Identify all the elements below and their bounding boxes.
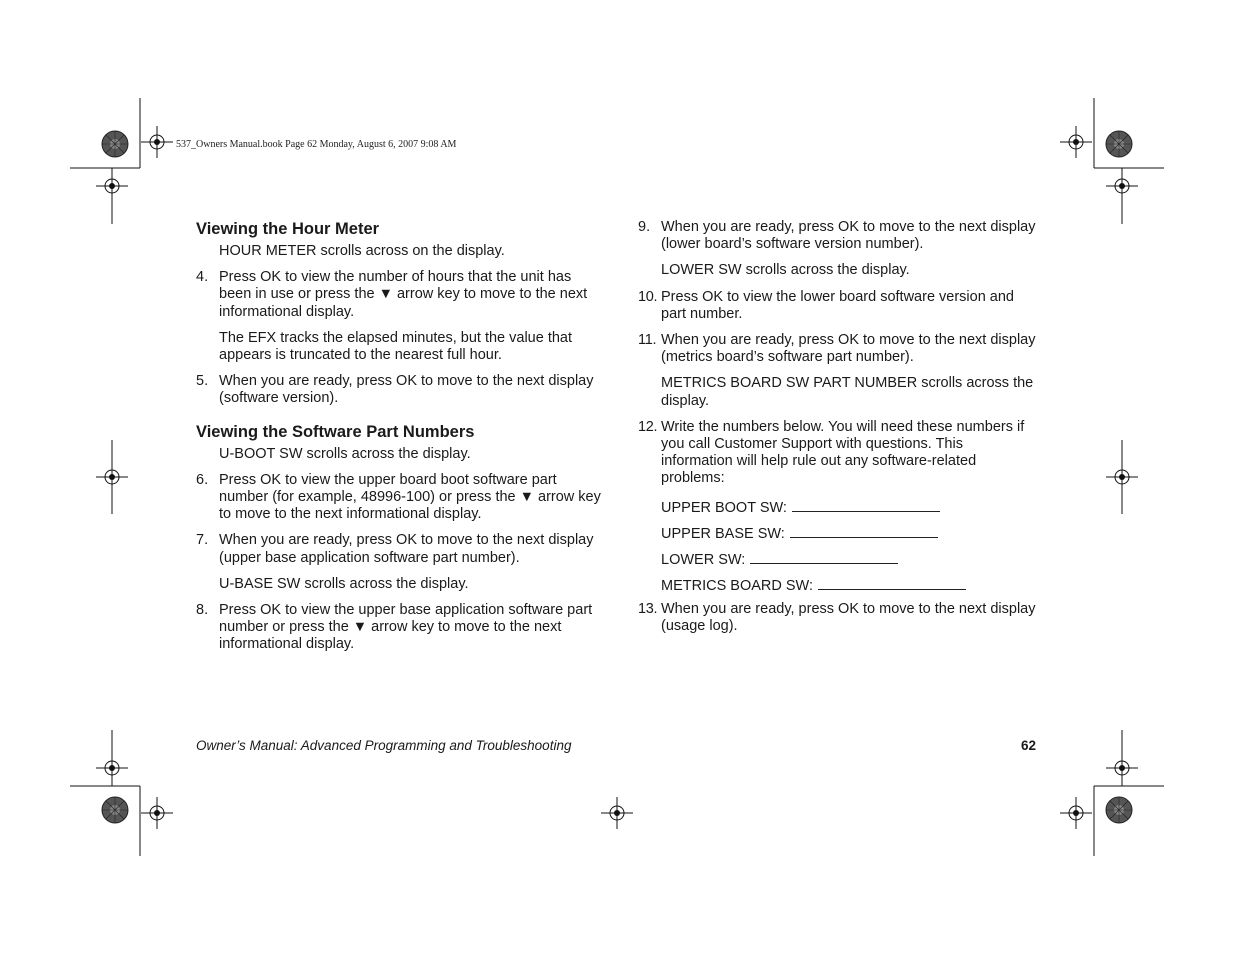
step-text: Press OK to view the upper base application software part number or press the ▼ arrow key to move to the next informational display. (219, 602, 593, 653)
efx-note: The EFX tracks the elapsed minutes, but the value that appears is truncated to the nearest full hour. (219, 329, 573, 364)
step-number: 8. (196, 602, 209, 619)
page-number: 62 (1021, 738, 1037, 753)
metrics-note: METRICS BOARD SW PART NUMBER scrolls across the display. (661, 375, 1034, 409)
step-number: 6. (196, 471, 209, 488)
step-text: Press OK to view the number of hours that the unit has been in use or press the ▼ arrow key to move to the next informational display. (219, 269, 588, 320)
step-text: When you are ready, press OK to move to the next display (software version). (219, 373, 594, 407)
step-number: 12. (638, 418, 658, 435)
field-label: UPPER BASE SW: (661, 525, 785, 542)
footer-title: Owner’s Manual: Advanced Programming and Troubleshooting (196, 738, 572, 753)
step-8 (196, 602, 601, 654)
ubase-note: U-BASE SW scrolls across the display. (219, 575, 469, 592)
field-label: LOWER SW: (661, 551, 746, 568)
step-number: 13. (638, 600, 658, 617)
step-number: 7. (196, 532, 209, 549)
step-number: 10. (638, 288, 658, 305)
print-file-info: 537_Owners Manual.book Page 62 Monday, August 6, 2007 9:08 AM (176, 139, 457, 150)
step-text: Press OK to view the lower board software version and part number. (661, 288, 1014, 322)
step-11 (638, 332, 1038, 366)
write-in-blank (790, 523, 938, 538)
lower-sw-note: LOWER SW scrolls across the display. (661, 262, 910, 279)
step-9 (638, 219, 1038, 253)
field-label: UPPER BOOT SW: (661, 499, 787, 516)
step-text: When you are ready, press OK to move to the next display (upper base application software part number). (219, 532, 594, 566)
step-5 (196, 373, 601, 407)
metrics-board-field (661, 575, 1038, 592)
step-10 (638, 289, 1038, 323)
section-title-hour-meter: Viewing the Hour Meter (196, 220, 380, 238)
step-6 (196, 472, 601, 524)
uboot-note: U-BOOT SW scrolls across the display. (219, 445, 471, 462)
section-title-software-part-numbers: Viewing the Software Part Numbers (196, 422, 475, 441)
write-in-blank (792, 497, 940, 512)
step-text: Press OK to view the upper board boot software part number (for example, 48996-100) or press the ▼ arrow key to move to the next informational display. (219, 471, 601, 523)
step-text: When you are ready, press OK to move to the next display (usage log). (661, 600, 1036, 634)
write-in-blank (818, 575, 966, 590)
step-4 (196, 269, 601, 321)
field-label: METRICS BOARD SW: (661, 577, 813, 594)
step-text: When you are ready, press OK to move to the next display (lower board’s software version number). (661, 219, 1036, 253)
step-number: 11. (638, 332, 657, 349)
right-column (638, 219, 1038, 644)
step-text: Write the numbers below. You will need these numbers if you call Customer Support with questions. This information will help rule out any software-related problems: (661, 418, 1025, 487)
lower-sw-field (661, 549, 1038, 566)
step-7 (196, 532, 601, 566)
upper-base-field (661, 523, 1038, 540)
left-column (196, 219, 601, 663)
step-number: 5. (196, 373, 209, 390)
step-13 (638, 601, 1038, 635)
step-12 (638, 419, 1038, 488)
upper-boot-field (661, 497, 1038, 514)
hour-meter-note: HOUR METER scrolls across on the display. (219, 243, 505, 259)
step-text: When you are ready, press OK to move to the next display (metrics board’s software part number). (661, 332, 1036, 366)
write-in-blank (750, 549, 898, 564)
step-number: 4. (196, 269, 209, 286)
step-number: 9. (638, 219, 651, 235)
